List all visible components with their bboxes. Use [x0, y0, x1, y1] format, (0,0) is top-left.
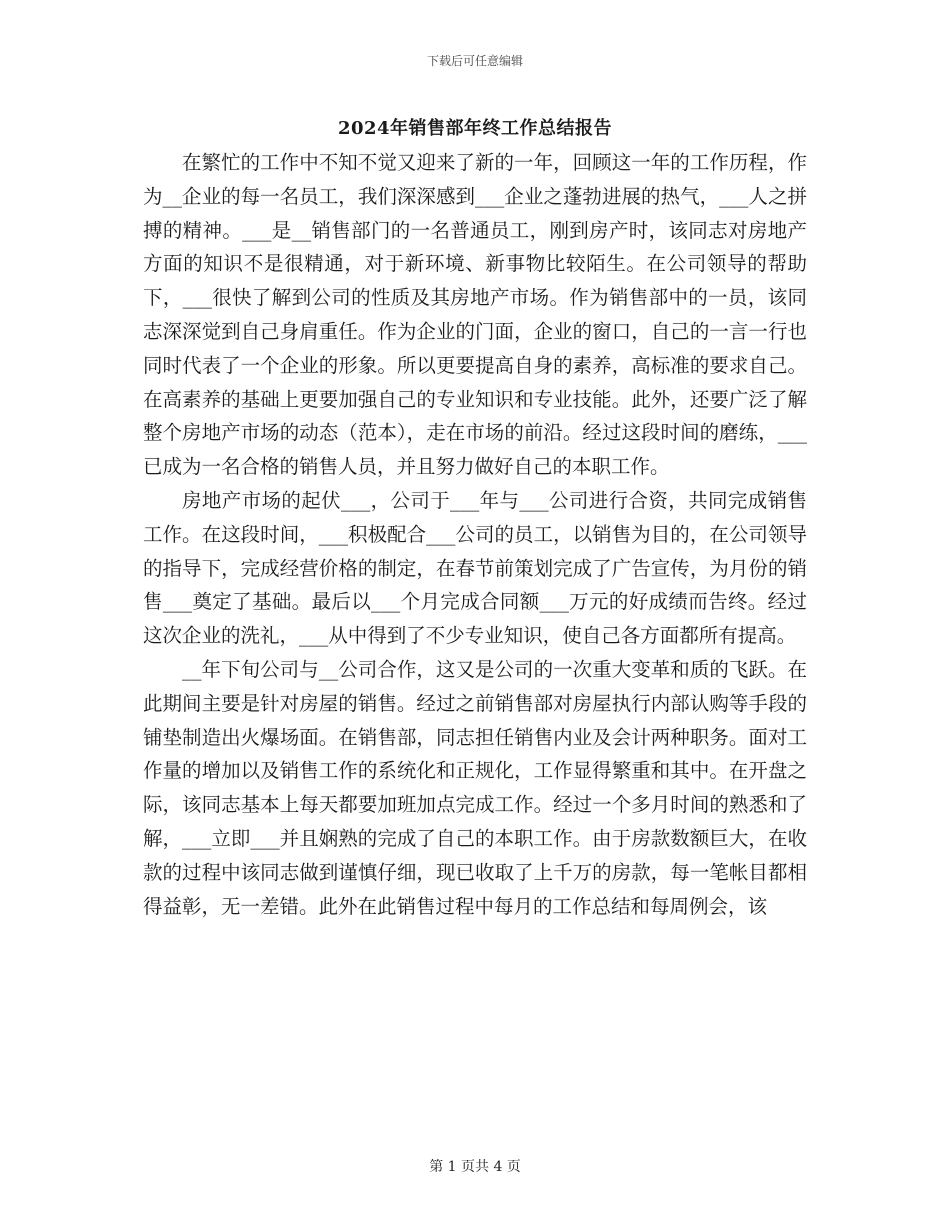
paragraph-2: 房地产市场的起伏___，公司于___年与___公司进行合资，共同完成销售工作。在这段时间，___积极配合___公司的员工，以销售为目的，在公司领导的指导下，完成经营价格的制定，在春节前策划完成了广告宣传，为月份的销售___奠定了基础。最后以___个月完成合同额___万元的好成绩而告终。经过这次企业的洗礼，___从中得到了不少专业知识，使自己各方面都所有提高。	[143, 488, 807, 648]
page-number-footer: 第 1 页共 4 页	[429, 1159, 521, 1175]
header-note: 下载后可任意编辑	[426, 54, 523, 68]
paragraph-1: 在繁忙的工作中不知不觉又迎来了新的一年，回顾这一年的工作历程，作为__企业的每一名员工，我们深深感到___企业之蓬勃进展的热气，___人之拼搏的精神。___是__销售部门的一名普通员工，刚到房产时，该同志对房地产方面的知识不是很精通，对于新环境、新事物比较陌生。在公司领导的帮助下，___很快了解到公司的性质及其房地产市场。作为销售部中的一员，该同志深深觉到自己身肩重任。作为企业的门面，企业的窗口，自己的一言一行也同时代表了一个企业的形象。所以更要提高自身的素养，高标准的要求自己。在高素养的基础上更要加强自己的专业知识和专业技能。此外，还要广泛了解整个房地产市场的动态（范本），走在市场的前沿。经过这段时间的磨练，___已成为一名合格的销售人员，并且努力做好自己的本职工作。	[143, 151, 807, 479]
document-body	[143, 146, 807, 923]
document-title: 2024年销售部年终工作总结报告	[337, 118, 613, 139]
paragraph-3: __年下旬公司与__公司合作，这又是公司的一次重大变革和质的飞跃。在此期间主要是针对房屋的销售。经过之前销售部对房屋执行内部认购等手段的铺垫制造出火爆场面。在销售部，同志担任销售内业及会计两种职务。面对工作量的增加以及销售工作的系统化和正规化，工作显得繁重和其中。在开盘之际，该同志基本上每天都要加班加点完成工作。经过一个多月时间的熟悉和了解，___立即___并且娴熟的完成了自己的本职工作。由于房款数额巨大，在收款的过程中该同志做到谨慎仔细，现已收取了上千万的房款，每一笔帐目都相得益彰，无一差错。此外在此销售过程中每月的工作总结和每周例会，该	[143, 657, 807, 918]
